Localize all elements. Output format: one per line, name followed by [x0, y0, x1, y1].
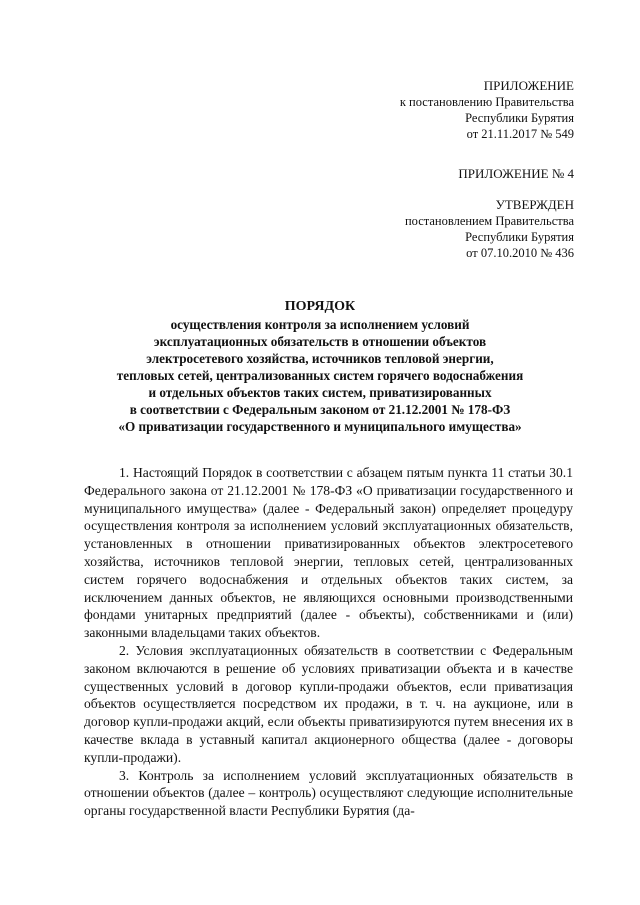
- annex-4-heading: ПРИЛОЖЕНИЕ № 4: [458, 166, 574, 181]
- title-line: и отдельных объектов таких систем, приватизированных: [148, 385, 492, 400]
- title-line: в соответствии с Федеральным законом от 21.12.2001 № 178-ФЗ: [129, 402, 511, 417]
- approved-line: постановлением Правительства: [404, 214, 574, 228]
- annex-line: к постановлению Правительства: [399, 95, 574, 109]
- approved-heading: УТВЕРЖДЕН: [495, 197, 574, 212]
- paragraph-1: 1. Настоящий Порядок в соответствии с абзацем пятым пункта 11 статьи 30.1 Федерального закона от 21.12.2001 № 178-ФЗ «О приватизации государственного и муниципального имущества» (далее - Федеральный закон) определяет процедуру осуществления контроля за исполнением условий эксплуатационных обязательств, установленных в отношении приватизированных объектов электросетевого хозяйства, источников тепловой энергии, тепловых сетей, централизованных систем горячего водоснабжения и отдельных объектов таких систем, за исключением данных объектов, не являющихся основными производственными фондами унитарных предприятий (далее - объекты), собственниками и (или) законными владельцами таких объектов.: [84, 465, 573, 641]
- title-line: эксплуатационных обязательств в отношении объектов: [153, 334, 487, 349]
- approved-header: [405, 197, 574, 261]
- document-body: [84, 464, 573, 820]
- paragraph-3: 3. Контроль за исполнением условий эксплуатационных обязательств в отношении объектов (далее – контроль) осуществляют следующие исполнительные органы государственной власти Республики Бурятия (да-: [84, 767, 573, 819]
- annex-header: [400, 78, 574, 142]
- title-line: тепловых сетей, централизованных систем горячего водоснабжения: [116, 368, 524, 383]
- title-line: осуществления контроля за исполнением условий: [170, 317, 470, 332]
- document-title: [60, 298, 580, 435]
- paragraph-2: 2. Условия эксплуатационных обязательств в соответствии с Федеральным законом включаются в решение об условиях приватизации объекта и в качестве существенных условий в договор купли-продажи объектов, если приватизация объектов осуществляется посредством их продажи, в т. ч. на аукционе, или в договор купли-продажи акций, если объекты приватизируются путем внесения их в качестве вклада в уставный капитал акционерного общества (далее - договоры купли-продажи).: [84, 642, 573, 765]
- annex-heading: ПРИЛОЖЕНИЕ: [483, 78, 574, 93]
- approved-line: Республики Бурятия: [465, 230, 574, 244]
- title-main: ПОРЯДОК: [284, 299, 356, 314]
- approved-date-number: от 07.10.2010 № 436: [466, 246, 574, 260]
- title-line: электросетевого хозяйства, источников тепловой энергии,: [146, 351, 494, 366]
- annex-line: Республики Бурятия: [465, 111, 574, 125]
- annex-date-number: от 21.11.2017 № 549: [466, 127, 574, 141]
- annex-4-header: [458, 166, 574, 182]
- title-line: «О приватизации государственного и муниципального имущества»: [118, 419, 522, 434]
